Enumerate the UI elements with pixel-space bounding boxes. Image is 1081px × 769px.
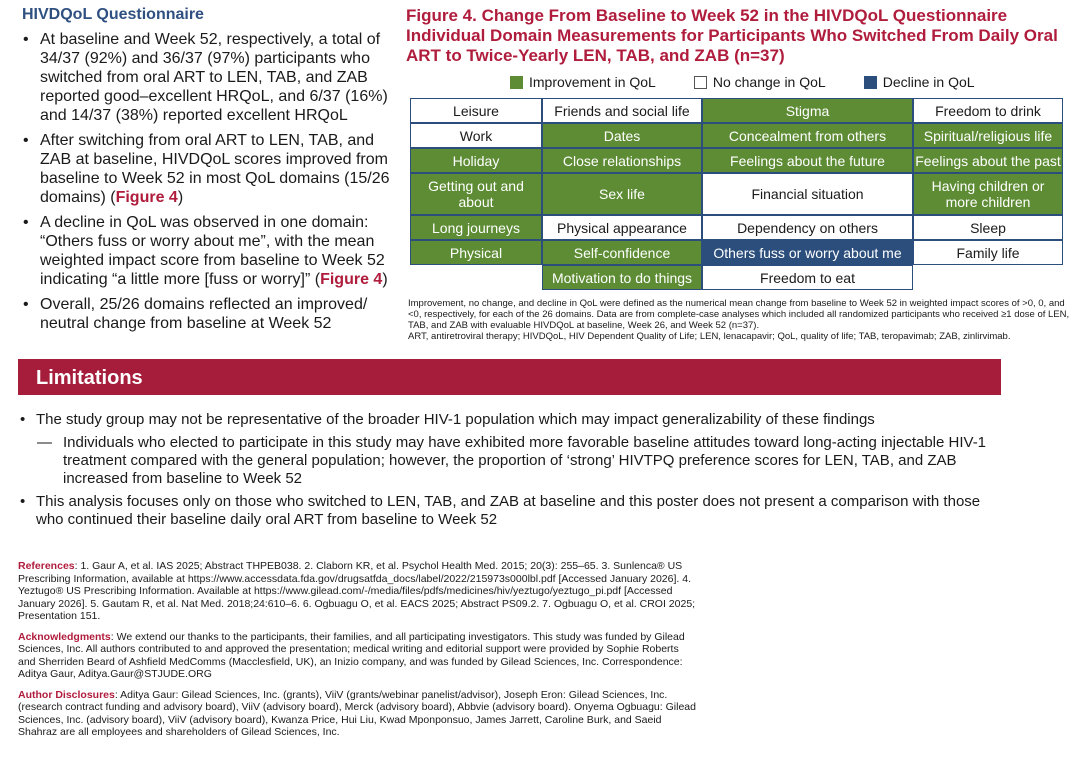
footnote-abbreviations: ART, antiretroviral therapy; HIVDQoL, HIV Dependent Quality of Life; LEN, lenacapavir; QoL, quality of life; TAB, teropavimab; ZAB, zinlirvimab.: [408, 331, 1011, 342]
acknowledgments: [18, 631, 698, 681]
finding-text: After switching from oral ART to LEN, TAB, and ZAB at baseline, HIVDQoL scores improved from baseline to Week 52 in most QoL domains (15/26 domains) (: [40, 132, 390, 206]
footer-notes: [18, 560, 698, 747]
domain-cell: Stigma: [702, 98, 913, 123]
domain-cell: Spiritual/religious life: [913, 123, 1063, 148]
finding-text-tail: ): [382, 271, 388, 288]
legend: [510, 74, 1072, 90]
left-column: [20, 6, 390, 339]
disclosures: [18, 689, 698, 739]
improvement-swatch: [510, 76, 523, 89]
finding-text: At baseline and Week 52, respectively, a total of 34/37 (92%) and 36/37 (97%) participants who switched from oral ART to LEN, TAB, and ZAB reported good–excellent HRQoL, and 6/37 (16%) and 14/37 (38%) reported excellent HRQoL: [40, 31, 388, 124]
domain-cell: Getting out and about: [410, 173, 542, 215]
figure-ref-link[interactable]: Figure 4: [320, 271, 383, 288]
legend-label: No change in QoL: [712, 74, 826, 90]
finding-2: [20, 131, 390, 207]
disclosures-text: : Aditya Gaur: Gilead Sciences, Inc. (grants), ViiV (grants/webinar panelist/advisor), Joseph Eron: Gilead Sciences, Inc. (research contract funding and advisory board), ViiV (advisory board), Merck (advisory board), Abbvie (advisory board). Onyema Ogbuagu: Gilead Sciences, Inc. (advisory board), ViiV (advisory board), Kwanza Price, Hui Liu, Kwad Mponponsuo, James Jarrett, Caroline Burk, and Saeid Shahraz are all employees and shareholders of Gilead Sciences, Inc.: [18, 688, 696, 738]
finding-text: Overall, 25/26 domains reflected an improved/ neutral change from baseline at Week 52: [40, 296, 368, 332]
disclosures-label: Author Disclosures: [18, 688, 115, 701]
domain-cell: Family life: [913, 240, 1063, 265]
figure-title: Figure 4. Change From Baseline to Week 52 in the HIVDQoL Questionnaire Individual Domain Measurements for Participants Who Switched From Daily Oral ART to Twice-Yearly LEN, TAB, and ZAB (n=37): [406, 6, 1058, 65]
domain-cell: Physical: [410, 240, 542, 265]
figure-4: [406, 6, 1072, 342]
finding-text-tail: ): [177, 189, 184, 206]
legend-improvement: [510, 74, 656, 90]
domain-cell: Holiday: [410, 148, 542, 173]
domain-cell: Leisure: [410, 98, 542, 123]
limitations-header: [18, 359, 1001, 395]
domain-cell: Sex life: [542, 173, 702, 215]
footnote-definitions: Improvement, no change, and decline in QoL were defined as the numerical mean change from baseline to Week 52 in weighted impact scores of >0, 0, and <0, respectively, for each of the 26 domains. Data are from complete-case analyses which included all randomized participants who received ≥1 dose of LEN, TAB, and ZAB with evaluable HIVDQoL at baseline, Week 26, and Week 52 (n=37).: [408, 298, 1070, 331]
references-label: References: [18, 560, 75, 572]
domain-cell: Physical appearance: [542, 215, 702, 240]
domain-cell: Concealment from others: [702, 123, 913, 148]
domain-cell: Having children or more children: [913, 173, 1063, 215]
limitation-1: • The study group may not be representative of the broader HIV-1 population which may impact generalizability of these findings: [20, 411, 1010, 429]
domain-cell: Long journeys: [410, 215, 542, 240]
decline-swatch: [864, 76, 877, 89]
domain-cell: Feelings about the past: [913, 148, 1063, 173]
domain-cell: Motivation to do things: [542, 265, 702, 290]
finding-1: [20, 30, 390, 125]
references: [18, 560, 698, 623]
findings-list: [20, 30, 390, 333]
domain-cell: Friends and social life: [542, 98, 702, 123]
legend-decline: [864, 74, 975, 90]
domain-cell: Dates: [542, 123, 702, 148]
finding-3: [20, 213, 390, 289]
no-change-swatch: [694, 76, 707, 89]
limitation-1-sub: — Individuals who elected to participate in this study may have exhibited more favorable baseline attitudes toward long-acting injectable HIV-1 treatment compared with the general population; however, the proportion of ‘strong’ HIVTPQ preference scores for LEN, TAB, and ZAB increased from baseline to Week 52: [20, 434, 1010, 488]
limitation-2: • This analysis focuses only on those who switched to LEN, TAB, and ZAB at baseline and this poster does not present a comparison with those who continued their baseline daily oral ART from baseline to Week 52: [20, 493, 1010, 529]
acknowledgments-text: : We extend our thanks to the participants, their families, and all participating investigators. This study was funded by Gilead Sciences, Inc. All authors contributed to and approved the presentation; medical writing and editorial support were provided by Sophie Roberts and Sherriden Beard of Ashfield MedComms (Macclesfield, UK), an Inizio company, and was funded by Gilead Sciences, Inc. Correspondence: Aditya Gaur, Aditya.Gaur@STJUDE.ORG: [18, 630, 685, 680]
references-text: : 1. Gaur A, et al. IAS 2025; Abstract THPEB038. 2. Claborn KR, et al. Psychol Health Med. 2015; 20(3): 255–65. 3. Sunlenca® US Prescribing Information, available at https://www.accessdata.fda.gov/drugsatfda_docs/label/2022/215973s000lbl.pdf [Accessed January 2026]. 4. Yeztugo® US Prescribing Information. Available at https://www.gilead.com/-/media/files/pdfs/medicines/hiv/yeztugo/yeztugo_pi.pdf [Accessed January 2026]. 5. Gautam R, et al. Nat Med. 2018;24:610–6. 6. Ogbuagu O, et al. EACS 2025; Abstract PS09.2. 7. Ogbuagu O, et al. CROI 2025; Presentation 151.: [18, 560, 696, 622]
domain-cell: Financial situation: [702, 173, 913, 215]
legend-no-change: [694, 74, 826, 90]
legend-label: Decline in QoL: [882, 74, 975, 90]
legend-label: Improvement in QoL: [529, 74, 656, 90]
domain-cell: Feelings about the future: [702, 148, 913, 173]
acknowledgments-label: Acknowledgments: [18, 630, 111, 643]
domain-cell: Work: [410, 123, 542, 148]
domain-cell: Self-confidence: [542, 240, 702, 265]
limitations-title: Limitations: [36, 367, 143, 389]
figure-ref-link[interactable]: Figure 4: [115, 189, 178, 206]
domain-cell: Sleep: [913, 215, 1063, 240]
domain-cell: Others fuss or worry about me: [702, 240, 913, 265]
domain-cell: Close relationships: [542, 148, 702, 173]
finding-4: [20, 295, 390, 333]
section-title: HIVDQoL Questionnaire: [22, 6, 204, 23]
domain-cell: Dependency on others: [702, 215, 913, 240]
finding-text: A decline in QoL was observed in one domain: “Others fuss or worry about me”, with the mean weighted impact score from baseline to Week 52 indicating “a little more [fuss or worry]” (: [40, 214, 385, 288]
limitations-list: [20, 411, 1010, 534]
domain-cell: Freedom to eat: [702, 265, 913, 290]
domain-cell: Freedom to drink: [913, 98, 1063, 123]
figure-footnote: [408, 298, 1074, 342]
